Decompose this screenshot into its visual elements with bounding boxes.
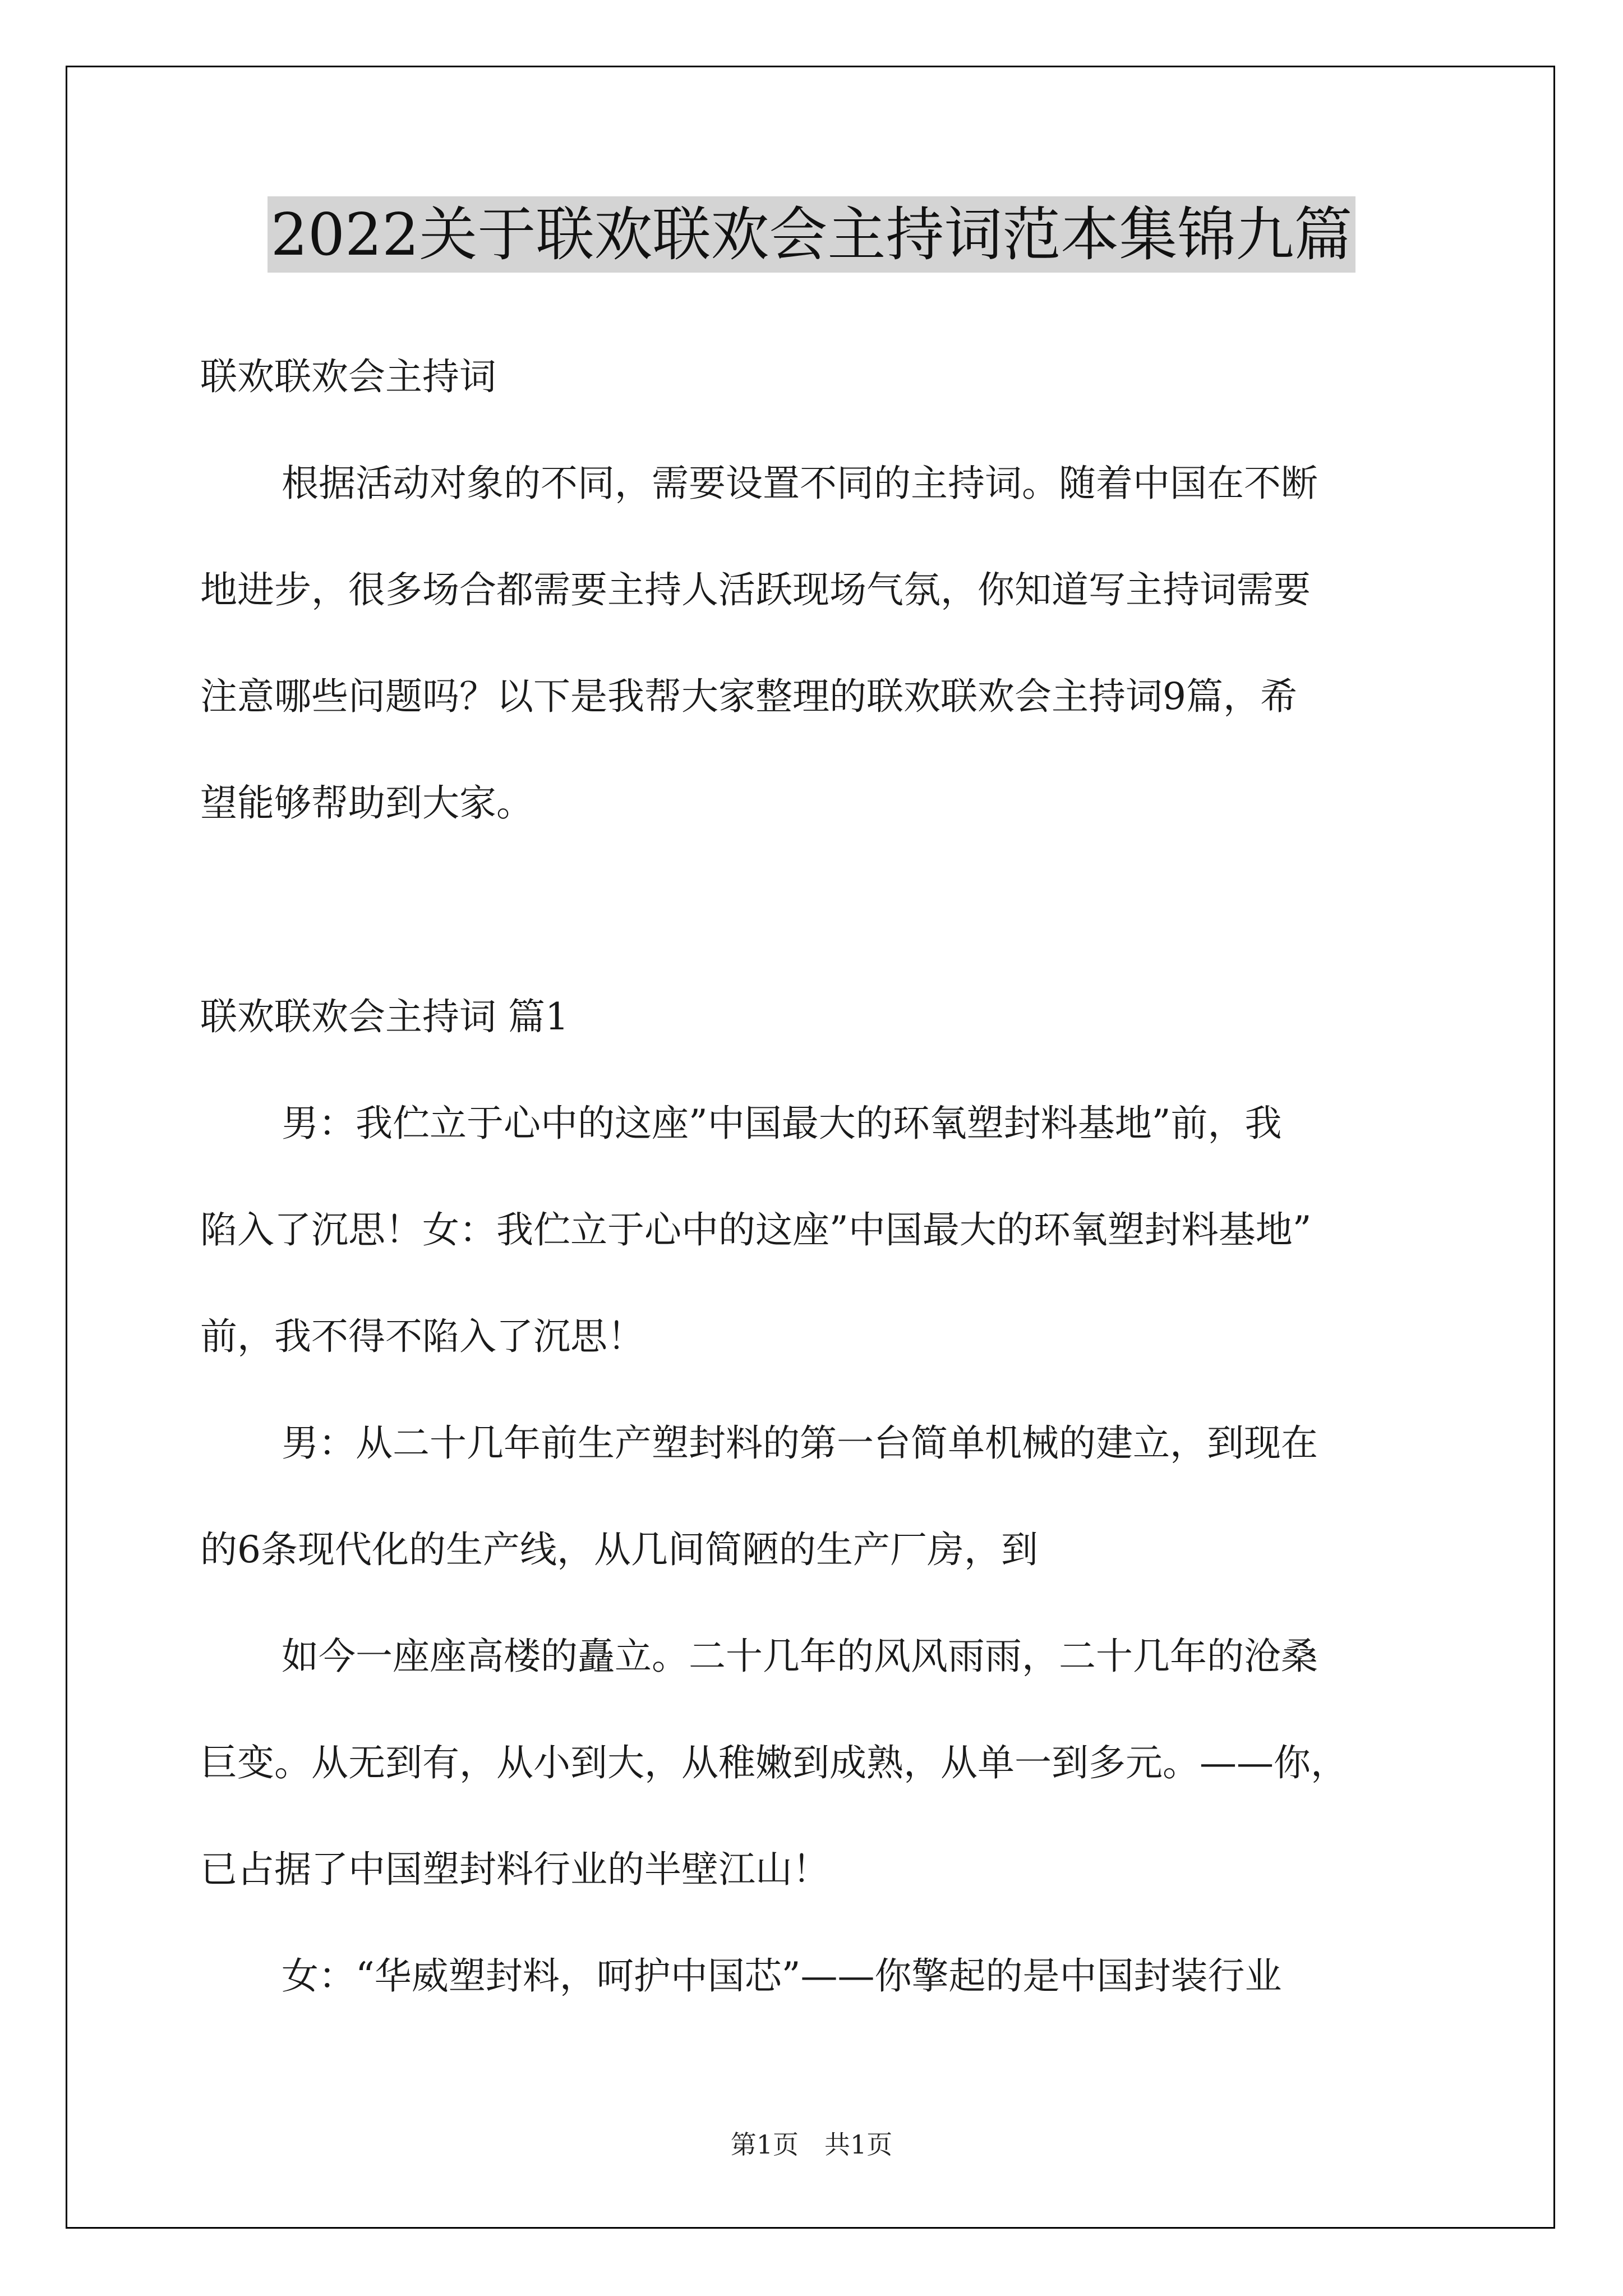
- paragraph-line: 男：我伫立于心中的这座”中国最大的环氧塑封料基地”前，我: [282, 1102, 1282, 1145]
- paragraph-line: 巨变。从无到有，从小到大，从稚嫩到成熟，从单一到多元。——你，: [200, 1741, 1348, 1784]
- paragraph-line: 前，我不得不陷入了沉思！: [200, 1315, 644, 1358]
- paragraph-line: 望能够帮助到大家。: [200, 781, 533, 825]
- paragraph-line: 陷入了沉思！女：我伫立于心中的这座”中国最大的环氧塑封料基地”: [200, 1208, 1312, 1251]
- document-title: 2022关于联欢联欢会主持词范本集锦九篇: [268, 196, 1356, 273]
- paragraph-line: 女：“华威塑封料，呵护中国芯”——你擎起的是中国封装行业: [282, 1954, 1282, 1998]
- section-heading: 联欢联欢会主持词 篇1: [200, 995, 569, 1038]
- section-heading: 联欢联欢会主持词: [200, 355, 496, 398]
- paragraph-line: 地进步，很多场合都需要主持人活跃现场气氛，你知道写主持词需要: [200, 568, 1311, 611]
- paragraph-line: 男：从二十几年前生产塑封料的第一台简单机械的建立，到现在: [282, 1421, 1318, 1465]
- page-footer: 第1页 共1页: [730, 2129, 893, 2160]
- title-container: [0, 196, 1623, 273]
- paragraph-line: 如今一座座高楼的矗立。二十几年的风风雨雨，二十几年的沧桑: [282, 1635, 1318, 1678]
- paragraph-line: 根据活动对象的不同，需要设置不同的主持词。随着中国在不断: [282, 462, 1318, 505]
- paragraph-line: 的6条现代化的生产线，从几间简陋的生产厂房，到: [200, 1528, 1038, 1571]
- paragraph-line: 注意哪些问题吗？以下是我帮大家整理的联欢联欢会主持词9篇，希: [200, 675, 1297, 718]
- paragraph-line: 已占据了中国塑封料行业的半壁江山！: [200, 1848, 829, 1891]
